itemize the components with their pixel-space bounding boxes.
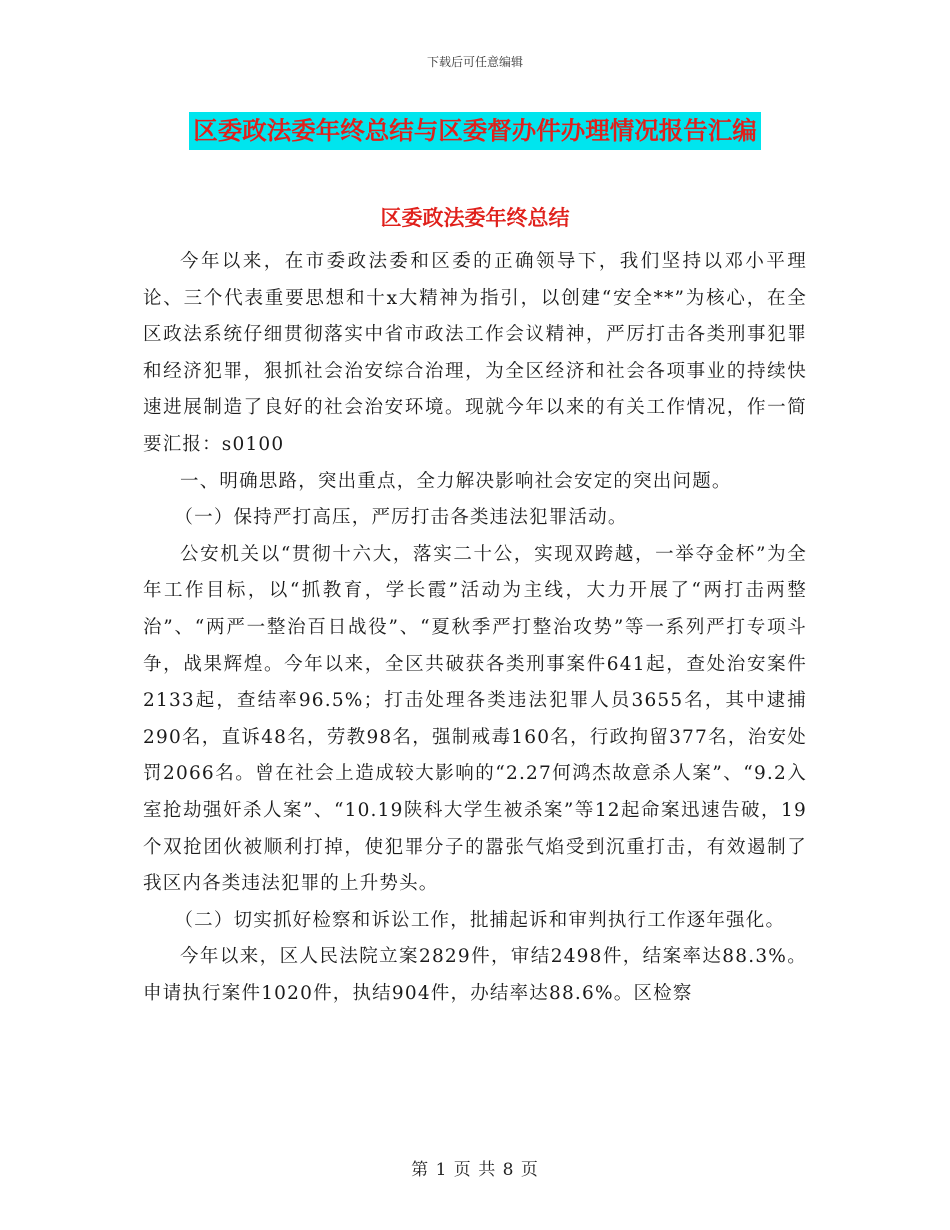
header-note: 下载后可任意编辑 <box>426 55 523 69</box>
paragraph-public-security: 公安机关以“贯彻十六大，落实二十公，实现双跨越，一举夺金杯”为全年工作目标，以“抓教育，学长霞”活动为主线，大力开展了“两打击两整治”、“两严一整治百日战役”、“夏秋季严打整治攻势”等一系列严打专项斗争，战果辉煌。今年以来，全区共破获各类刑事案件641起，查处治安案件2133起，查结率96.5%；打击处理各类违法犯罪人员3655名，其中逮捕290名，直诉48名，劳教98名，强制戒毒160名，行政拘留377名，治安处罚2066名。曾在社会上造成较大影响的“2.27何鸿杰故意杀人案”、“9.2入室抢劫强奸杀人案”、“10.19陕科大学生被杀案”等12起命案迅速告破，19个双抢团伙被顺利打掉，使犯罪分子的嚣张气焰受到沉重打击，有效遏制了我区内各类违法犯罪的上升势头。 <box>143 543 807 895</box>
document-title: 区委政法委年终总结与区委督办件办理情况报告汇编 <box>189 112 761 150</box>
subheading-one: （一）保持严打高压，严厉打击各类违法犯罪活动。 <box>174 507 628 529</box>
subheading-two: （二）切实抓好检察和诉讼工作，批捕起诉和审判执行工作逐年强化。 <box>174 909 786 931</box>
heading-part-one: 一、明确思路，突出重点，全力解决影响社会安定的突出问题。 <box>180 470 732 492</box>
document-title-container <box>0 112 950 150</box>
page-footer: 第 1 页 共 8 页 <box>411 1160 539 1180</box>
document-body <box>143 244 807 1012</box>
paragraph-intro: 今年以来，在市委政法委和区委的正确领导下，我们坚持以邓小平理论、三个代表重要思想和十x大精神为指引，以创建“安全**”为核心，在全区政法系统仔细贯彻落实中省市政法工作会议精神，严厉打击各类刑事犯罪和经济犯罪，狠抓社会治安综合治理，为全区经济和社会各项事业的持续快速进展制造了良好的社会治安环境。现就今年以来的有关工作情况，作一简要汇报：s0100 <box>143 251 807 455</box>
section-title: 区委政法委年终总结 <box>380 205 570 230</box>
paragraph-court: 今年以来，区人民法院立案2829件，审结2498件，结案率达88.3%。申请执行案件1020件，执结904件，办结率达88.6%。区检察 <box>143 946 807 1004</box>
